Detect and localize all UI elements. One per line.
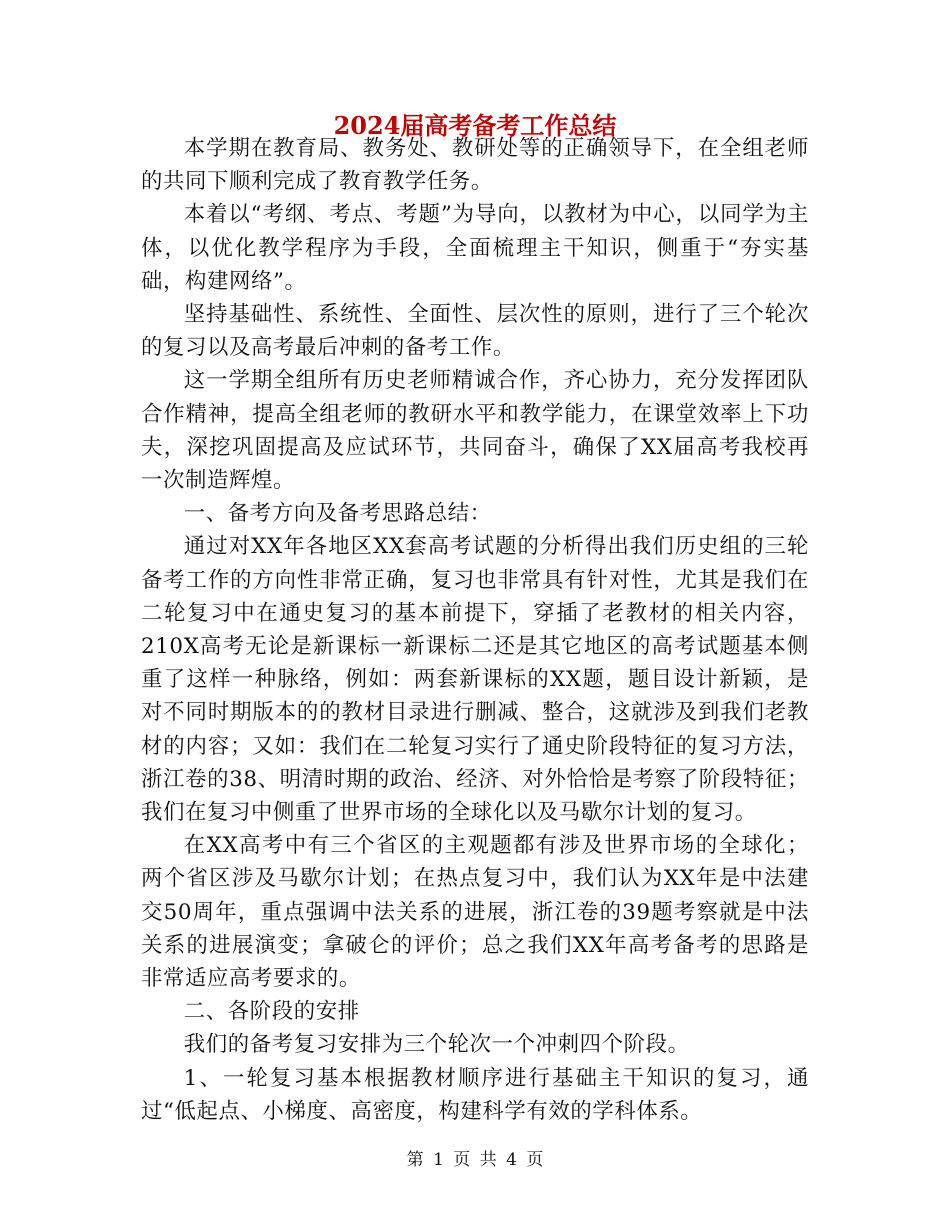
document-title: 2024届高考备考工作总结	[333, 111, 617, 140]
document-body	[141, 132, 809, 1128]
paragraph: 这一学期全组所有历史老师精诚合作，齐心协力，充分发挥团队合作精神，提高全组老师的教研水平和教学能力，在课堂效率上下功夫，深挖巩固提高及应试环节，共同奋斗，确保了XX届高考我校再一次制造辉煌。	[141, 368, 809, 494]
section-heading: 二、各阶段的安排	[183, 999, 360, 1025]
paragraph: 在XX高考中有三个省区的主观题都有涉及世界市场的全球化；两个省区涉及马歇尔计划；在热点复习中，我们认为XX年是中法建交50周年，重点强调中法关系的进展，浙江卷的39题考察就是中法关系的进展演变；拿破仑的评价；总之我们XX年高考备考的思路是非常适应高考要求的。	[141, 833, 809, 992]
paragraph: 坚持基础性、系统性、全面性、层次性的原则，进行了三个轮次的复习以及高考最后冲刺的备考工作。	[141, 302, 809, 361]
paragraph: 我们的备考复习安排为三个轮次一个冲刺四个阶段。	[183, 1032, 690, 1058]
section-heading: 一、备考方向及备考思路总结：	[183, 501, 492, 527]
paragraph: 通过对XX年各地区XX套高考试题的分析得出我们历史组的三轮备考工作的方向性非常正确，复习也非常具有针对性，尤其是我们在二轮复习中在通史复习的基本前提下，穿插了老教材的相关内容，210X高考无论是新课标一新课标二还是其它地区的高考试题基本侧重了这样一种脉络，例如：两套新课标的XX题，题目设计新颖，是对不同时期版本的的教材目录进行删减、整合，这就涉及到我们老教材的内容；又如：我们在二轮复习实行了通史阶段特征的复习方法，浙江卷的38、明清时期的政治、经济、对外恰恰是考察了阶段特征；我们在复习中侧重了世界市场的全球化以及马歇尔计划的复习。	[141, 534, 809, 826]
paragraph: 本着以“考纲、考点、考题”为导向，以教材为中心，以同学为主体，以优化教学程序为手段，全面梳理主干知识，侧重于“夯实基础，构建网络”。	[141, 202, 809, 294]
paragraph: 1、一轮复习基本根据教材顺序进行基础主干知识的复习，通过“低起点、小梯度、高密度，构建科学有效的学科体系。	[141, 1065, 809, 1124]
page-footer: 第 1 页 共 4 页	[406, 1150, 544, 1170]
paragraph: 本学期在教育局、教务处、教研处等的正确领导下，在全组老师的共同下顺利完成了教育教学任务。	[141, 136, 809, 195]
